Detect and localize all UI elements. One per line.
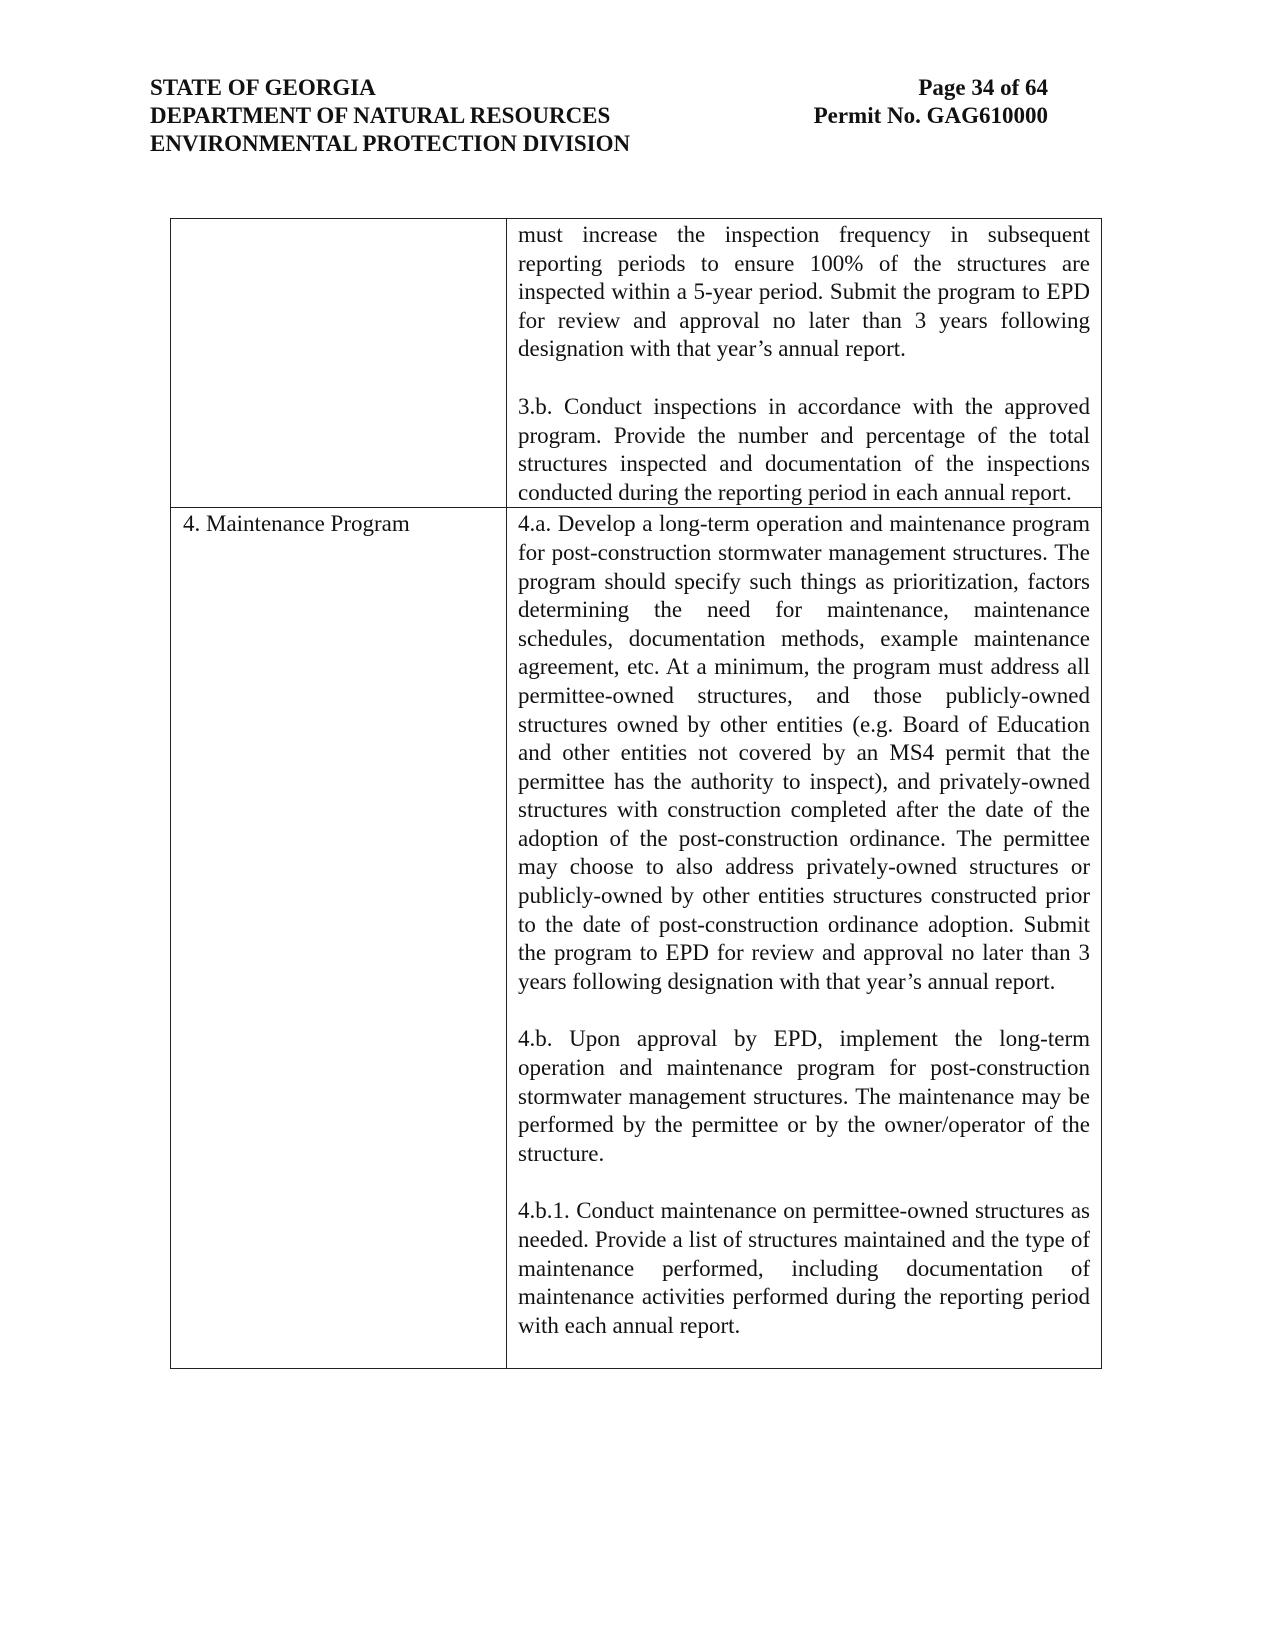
permit-requirements-table — [170, 218, 1102, 1369]
row-label-cell — [171, 219, 507, 508]
requirement-paragraph: 4.a. Develop a long-term operation and maintenance program for post-construction stormwater management structures. The program should specify such things as prioritization, factors determining the need for maintenance, maintenance schedules, documentation methods, example maintenance agreement, etc. At a minimum, the program must address all permittee-owned structures, and those publicly-owned structures owned by other entities (e.g. Board of Education and other entities not covered by an MS4 permit that the permittee has the authority to inspect), and privately-owned structures with construction completed after the date of the adoption of the post-construction ordinance. The permittee may choose to also address privately-owned structures or publicly-owned by other entities structures constructed prior to the date of post-construction ordinance adoption. Submit the program to EPD for review and approval no later than 3 years following designation with that year’s annual report. — [518, 511, 1090, 994]
requirement-paragraph: 4.b.1. Conduct maintenance on permittee-owned structures as needed. Provide a list of structures maintained and the type of maintenance performed, including documentation of maintenance activities performed during the reporting period with each annual report. — [518, 1198, 1090, 1338]
table-row — [171, 508, 1102, 1369]
page-info-header — [760, 74, 1048, 130]
division-name: ENVIRONMENTAL PROTECTION DIVISION — [150, 131, 631, 156]
department-name: DEPARTMENT OF NATURAL RESOURCES — [150, 103, 611, 128]
row-label-cell: 4. Maintenance Program — [171, 508, 507, 1369]
row-requirements-cell — [507, 508, 1102, 1369]
row-requirements-cell — [507, 219, 1102, 508]
table-row — [171, 219, 1102, 508]
page-number: Page 34 of 64 — [918, 75, 1048, 100]
permit-number: Permit No. GAG610000 — [813, 103, 1048, 128]
requirement-paragraph: must increase the inspection frequency in subsequent reporting periods to ensure 100% of the structures are inspected within a 5-year period. Submit the program to EPD for review and approval no later than 3 years following designation with that year’s annual report. — [518, 222, 1090, 362]
state-name: STATE OF GEORGIA — [150, 75, 376, 100]
agency-header — [150, 74, 630, 158]
requirement-paragraph: 4.b. Upon approval by EPD, implement the long-term operation and maintenance program for post-construction stormwater management structures. The maintenance may be performed by the permittee or by the owner/operator of the structure. — [518, 1026, 1090, 1166]
requirement-paragraph: 3.b. Conduct inspections in accordance with the approved program. Provide the number and percentage of the total structures inspected and documentation of the inspections conducted during the reporting period in each annual report. — [518, 393, 1090, 505]
